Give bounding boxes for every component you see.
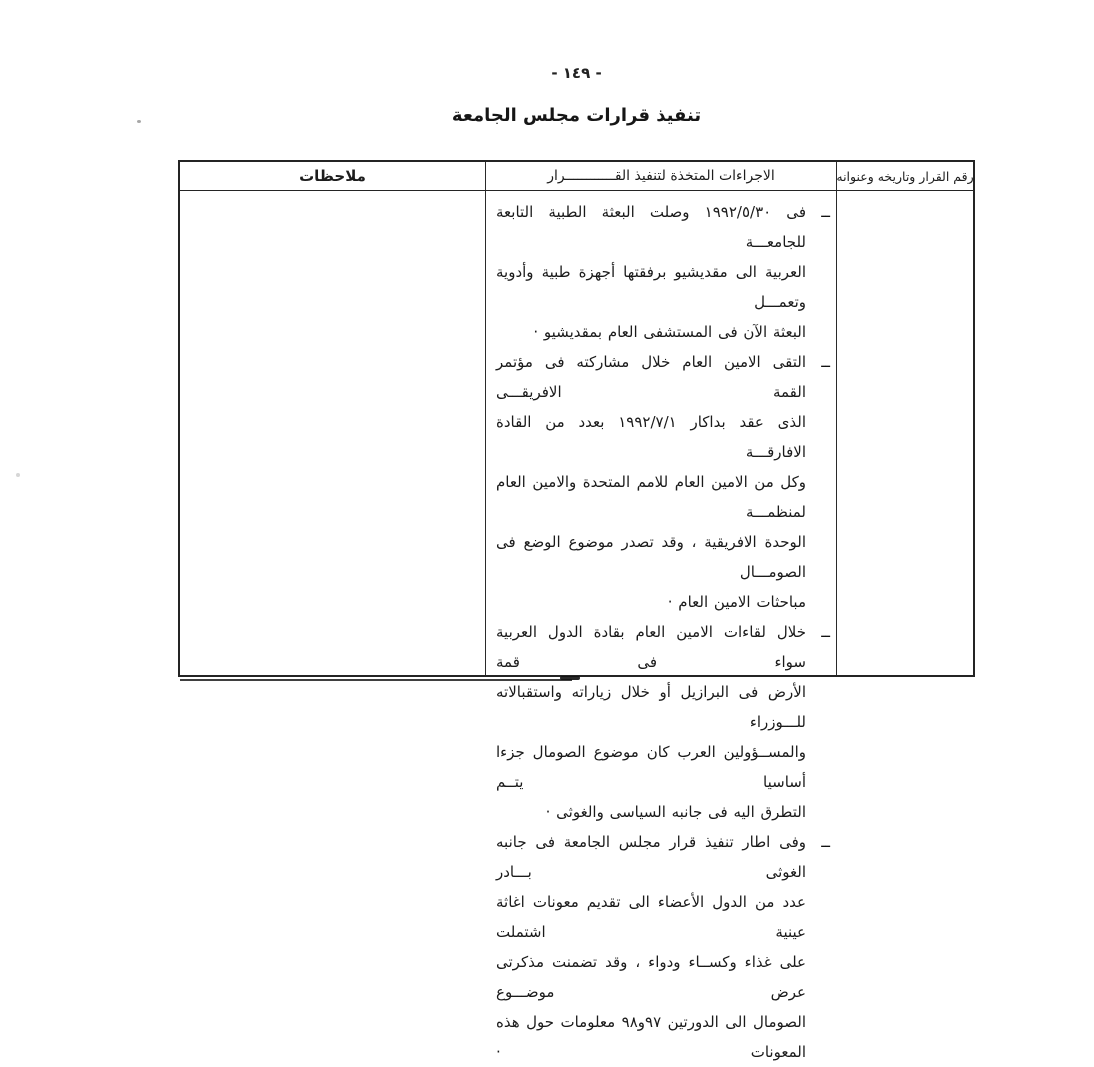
bullet-dash: ــ bbox=[821, 833, 830, 851]
procedure-line: خلال لقاءات الامين العام بقادة الدول العربية سواء فى قمة bbox=[496, 623, 806, 671]
procedure-line: والمســؤولين العرب كان موضوع الصومال جزءا أساسيا يتــم bbox=[496, 743, 806, 791]
procedure-line: على غذاء وكســاء ودواء ، وقد تضمنت مذكرتى عرض موضـــوع bbox=[496, 953, 806, 1001]
page-title: تنفيذ قرارات مجلس الجامعة bbox=[451, 105, 702, 126]
procedure-line: عدد من الدول الأعضاء الى تقديم معونات اغاثة عينية اشتملت bbox=[496, 893, 806, 941]
bullet-dash: ــ bbox=[821, 203, 830, 221]
procedure-line: مباحثات الامين العام · bbox=[667, 593, 806, 611]
procedure-line: التطرق اليه فى جانبه السياسى والغوثى · bbox=[545, 803, 806, 821]
notes-cell bbox=[180, 191, 485, 675]
bullet-item bbox=[496, 617, 830, 827]
procedure-line: الأرض فى البرازيل أو خلال زياراته واستقبالاته للـــوزراء bbox=[496, 683, 806, 731]
table-header-row bbox=[180, 162, 973, 191]
bullet-item bbox=[496, 347, 830, 617]
procedure-line: العربية الى مقديشيو برفقتها أجهزة طبية وأدوية وتعمـــل bbox=[496, 263, 806, 311]
bullet-item bbox=[496, 827, 830, 1067]
bullet-text bbox=[496, 617, 806, 827]
procedure-line: وفى اطار تنفيذ قرار مجلس الجامعة فى جانبه الغوثى بـــادر bbox=[496, 833, 806, 881]
bullet-text bbox=[496, 347, 806, 617]
resolutions-table bbox=[178, 160, 975, 1061]
procedure-line: الذى عقد بداكار ١٩٩٢/٧/١ بعدد من القادة الافارقـــة bbox=[496, 413, 806, 461]
bullet-dash: ــ bbox=[821, 353, 830, 371]
decision-number-cell bbox=[836, 191, 973, 675]
procedure-line: الوحدة الافريقية ، وقد تصدر موضوع الوضع فى الصومـــال bbox=[496, 533, 806, 581]
column-header-decision-number: رقم القرار وتاريخه وعنوانه bbox=[836, 162, 973, 190]
scan-bottom-line-artifact bbox=[180, 679, 572, 681]
procedures-cell bbox=[485, 191, 836, 1061]
bullet-dash: ــ bbox=[821, 623, 830, 641]
table-body-row bbox=[180, 191, 973, 1061]
column-header-notes: ملاحظات bbox=[299, 167, 366, 185]
bullet-text bbox=[496, 827, 806, 1067]
procedure-line: وكل من الامين العام للامم المتحدة والامين العام لمنظمـــة bbox=[496, 473, 806, 521]
page-number: - ١٤٩ - bbox=[551, 64, 602, 82]
scan-speck bbox=[137, 120, 141, 123]
procedure-line: التقى الامين العام خلال مشاركته فى مؤتمر القمة الافريقـــى bbox=[496, 353, 806, 401]
procedure-line: البعثة الآن فى المستشفى العام بمقديشيو · bbox=[533, 323, 806, 341]
bullet-item bbox=[496, 197, 830, 347]
procedure-line: الصومال الى الدورتين ٩٧و٩٨ معلومات حول هذه المعونات · bbox=[496, 1013, 806, 1061]
procedures-text bbox=[486, 191, 836, 1061]
scan-speck bbox=[16, 473, 20, 477]
scan-ink-blob bbox=[560, 676, 580, 680]
column-header-procedures: الاجراءات المتخذة لتنفيذ القــــــــــــرار bbox=[485, 162, 836, 190]
bullet-text bbox=[496, 197, 806, 347]
procedure-line: فى ١٩٩٢/٥/٣٠ وصلت البعثة الطبية التابعة للجامعـــة bbox=[496, 203, 806, 251]
